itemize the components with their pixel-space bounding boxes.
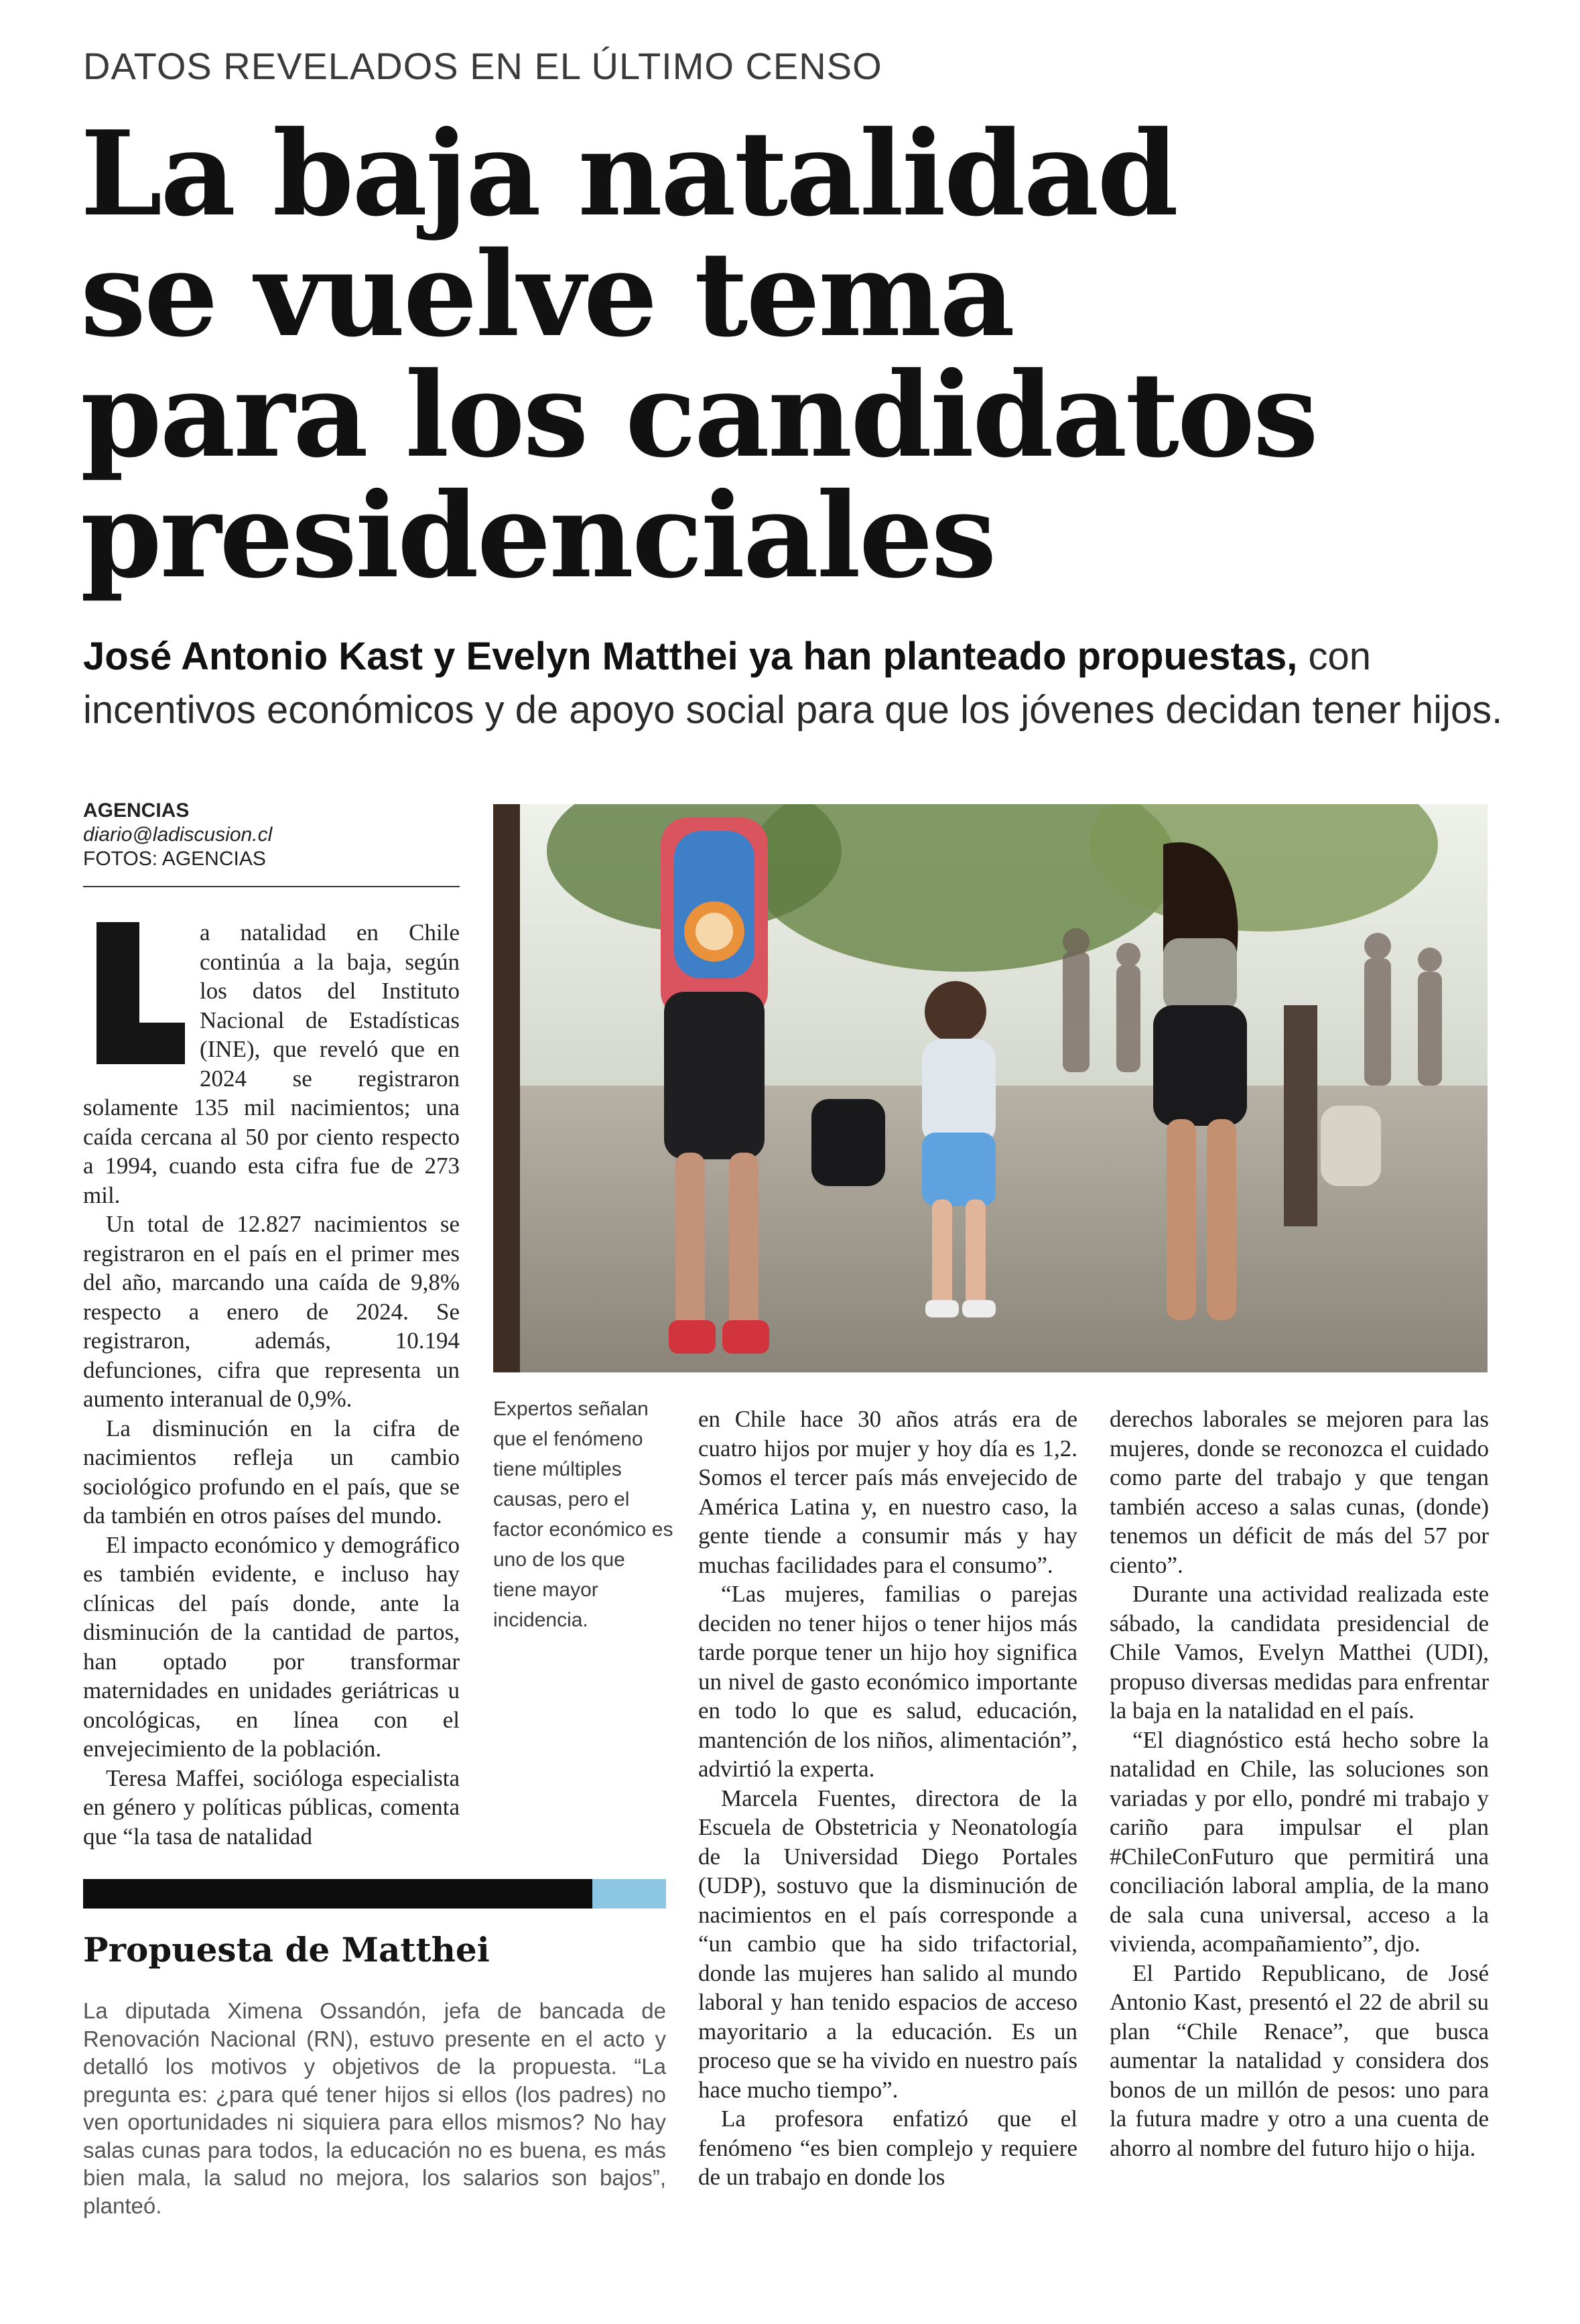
street-scene-illustration <box>493 804 1488 1372</box>
paragraph: “El diagnóstico está hecho sobre la natalidad en Chile, las soluciones son variadas y por ello, pondré mi trabajo y cariño para impulsar el plan #ChileConFuturo que permitirá una conciliación laboral amplia, de la mano de sala cuna universal, acceso a la vivienda, acompañamiento”, djo. <box>1110 1726 1489 1957</box>
headline-line-1: La baja natalidad <box>80 106 1177 243</box>
byline-agency: AGENCIAS <box>83 799 190 822</box>
article-column-3 <box>1110 1405 1489 2162</box>
byline-photos: FOTOS: AGENCIAS <box>83 848 266 870</box>
sidebar-bar <box>83 1879 592 1909</box>
sidebar-text: La diputada Ximena Ossandón, jefa de bancada de Renovación Nacional (RN), estuvo presente en el acto y detalló los motivos y objetivos de la propuesta. “La pregunta es: ¿para qué tener hijos si ellos (los padres) no ven oportunidades ni siquiera para ellos mismos? No hay salas cunas para todos, la educación no es buena, es más bien mala, la salud no mejora, los salarios son bajos”, planteó. <box>83 1998 666 2218</box>
paragraph: “Las mujeres, familias o parejas deciden no tener hijos o tener hijos más tarde porque tener un hijo hoy significa un nivel de gasto económico importante en todo lo que es salud, educación, mantención de los niños, alimentación”, advirtió la experta. <box>698 1581 1077 1782</box>
byline <box>83 799 458 871</box>
article-column-1 <box>83 918 460 1851</box>
headline-line-2: se vuelve tema <box>80 227 1013 363</box>
dropcap <box>96 922 185 1064</box>
paragraph: Durante una actividad realizada este sábado, la candidata presidencial de Chile Vamos, Evelyn Matthei (UDI), propuso diversas medidas para enfrentar la baja en la natalidad en el país. <box>1110 1581 1489 1724</box>
article-column-2 <box>698 1405 1077 2192</box>
paragraph: en Chile hace 30 años atrás era de cuatro hijos por mujer y hoy día es 1,2. Somos el tercer país más envejecido de América Latina y, en nuestro caso, la gente tiende a consumir más y hay muchas facilidades para el consumo”. <box>698 1406 1077 1578</box>
dropcap-letter <box>96 922 185 1064</box>
kicker: DATOS REVELADOS EN EL ÚLTIMO CENSO <box>83 45 882 87</box>
deck <box>83 630 1517 737</box>
headline <box>80 106 1521 604</box>
paragraph: La profesora enfatizó que el fenómeno “es bien complejo y requiere de un trabajo en donde los <box>698 2106 1077 2190</box>
paragraph: Teresa Maffei, socióloga especialista en género y políticas públicas, comenta que “la tasa de natalidad <box>83 1764 460 1850</box>
paragraph: La disminución en la cifra de nacimientos refleja un cambio sociológico profundo en el país, que se da también en otros países del mundo. <box>83 1415 460 1529</box>
paragraph: El Partido Republicano, de José Antonio Kast, presentó el 22 de abril su plan “Chile Renace”, que busca aumentar la natalidad y considera dos bonos de un millón de pesos: uno para la futura madre y otro a una cuenta de ahorro al nombre del futuro hijo o hija. <box>1110 1959 1489 2161</box>
deck-bold: José Antonio Kast y Evelyn Matthei ya han planteado propuestas, <box>83 635 1298 678</box>
headline-line-4: presidenciales <box>80 468 995 604</box>
photo-caption: Expertos señalan que el fenómeno tiene múltiples causas, pero el factor económico es uno de los que tiene mayor incidencia. <box>493 1398 673 1631</box>
paragraph: derechos laborales se mejoren para las mujeres, donde se reconozca el cuidado como parte del trabajo y que tengan también acceso a salas cunas, (donde) tenemos un déficit de más del 57 por ciento”. <box>1110 1406 1489 1578</box>
article-photo <box>493 804 1488 1372</box>
byline-email: diario@ladiscusion.cl <box>83 824 273 846</box>
sidebar-title: Propuesta de Matthei <box>83 1930 490 1970</box>
sidebar-bar-accent <box>592 1879 666 1909</box>
paragraph: Marcela Fuentes, directora de la Escuela de Obstetricia y Neonatología de la Universidad Diego Portales (UDP), sostuvo que la disminución de nacimientos en el país corresponde a “un cambio que ha sido trifactorial, donde las mujeres han salido al mundo laboral y han tenido espacios de acceso mayoritario a la educación. Es un proceso que se ha vivido en nuestro país hace mucho tiempo”. <box>698 1785 1077 2103</box>
paragraph: El impacto económico y demográfico es también evidente, e incluso hay clínicas del país donde, ante la disminución de la cantidad de partos, han optado por transformar maternidades en unidades geriátricas u oncológicas, en línea con el envejecimiento de la población. <box>83 1531 460 1762</box>
deck-rest: con incentivos económicos y de apoyo social para que los jóvenes decidan tener hijos. <box>83 635 1503 732</box>
headline-line-3: para los candidatos <box>80 347 1317 484</box>
paragraph: a natalidad en Chile continúa a la baja, según los datos del Instituto Nacional de Estadísticas (INE), que reveló que en 2024 se registraron solamente 135 mil nacimientos; una caída cercana al 50 por ciento respecto a 1994, cuando esta cifra fue de 273 mil. <box>83 919 460 1208</box>
byline-rule <box>83 886 460 887</box>
paragraph: Un total de 12.827 nacimientos se registraron en el país en el primer mes del año, marcando una caída de 9,8% respecto a enero de 2024. Se registraron, además, 10.194 defunciones, cifra que representa un aumento interanual de 0,9%. <box>83 1211 460 1412</box>
